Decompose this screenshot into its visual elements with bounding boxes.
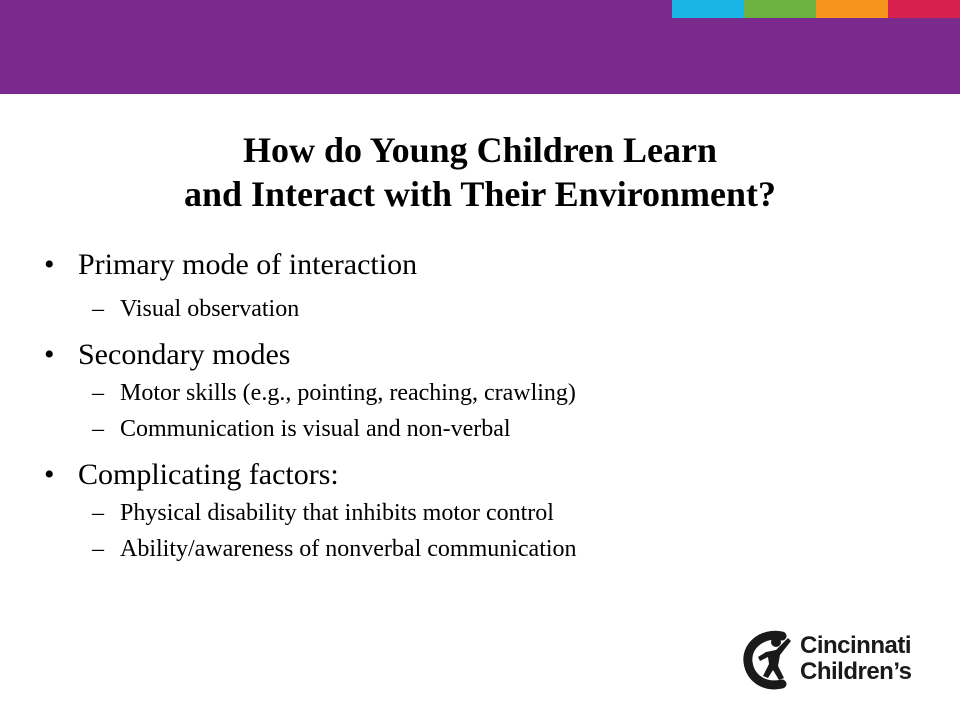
bullet-group	[40, 454, 920, 566]
color-tab-blue	[672, 0, 744, 18]
bullet-text: • Primary mode of interaction	[78, 248, 418, 281]
sub-list	[40, 292, 920, 326]
sub-item: – Communication is visual and non-verbal	[40, 412, 920, 446]
slide-title-line-1: How do Young Children Learn	[242, 130, 718, 170]
bullet-item	[40, 244, 920, 286]
sub-item: – Motor skills (e.g., pointing, reaching, crawling)	[40, 376, 920, 410]
bullet-list	[40, 244, 920, 574]
bullet-text: • Complicating factors:	[78, 458, 339, 491]
color-tabs	[672, 0, 960, 18]
sub-item: – Ability/awareness of nonverbal communication	[40, 532, 920, 566]
logo-wordmark	[800, 633, 911, 685]
bullet-group	[40, 244, 920, 326]
cincinnati-childrens-logo	[742, 628, 922, 690]
bullet-text: • Secondary modes	[78, 338, 291, 371]
color-tab-green	[744, 0, 816, 18]
logo-line-2: Children’s	[800, 658, 912, 685]
logo-line-1: Cincinnati	[800, 632, 912, 659]
sub-item: – Physical disability that inhibits motor control	[40, 496, 920, 530]
bullet-item	[40, 454, 920, 496]
child-figure-icon	[742, 628, 796, 690]
color-tab-red	[888, 0, 960, 18]
color-tab-orange	[816, 0, 888, 18]
bullet-item	[40, 334, 920, 376]
bullet-group	[40, 334, 920, 446]
slide-title-line-2: and Interact with Their Environment?	[183, 174, 777, 214]
sub-item: – Visual observation	[40, 292, 920, 326]
slide-title	[0, 128, 960, 216]
sub-list	[40, 496, 920, 566]
sub-list	[40, 376, 920, 446]
